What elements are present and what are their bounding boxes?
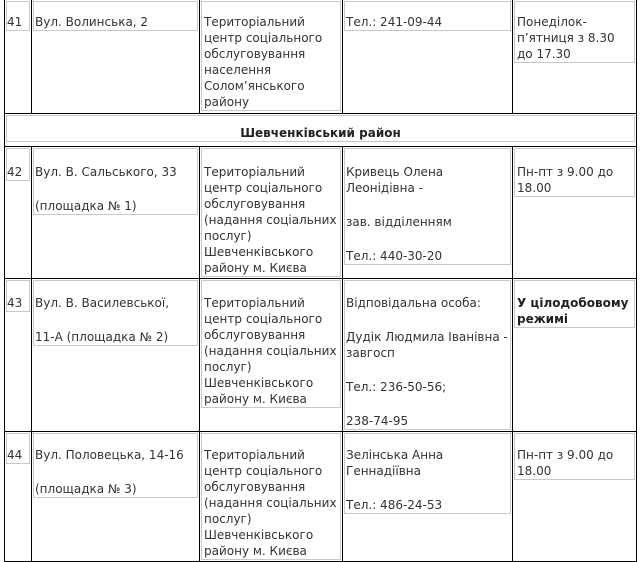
contact-phone: Тел.: 440-30-20 [346, 249, 443, 263]
working-hours: У цілодобовому режимі [517, 296, 629, 326]
row-number: 42 [7, 165, 23, 179]
table-row [5, 432, 637, 562]
contact-role: Відповідальна особа: [346, 296, 481, 310]
table-row [5, 0, 637, 114]
address: Вул. В. Сальського, 33 [35, 165, 177, 179]
contact-name: Зелінська Анна Геннадіївна [346, 448, 444, 478]
row-number: 44 [7, 448, 23, 462]
address-note: 11-А (площадка № 2) [35, 330, 169, 344]
working-hours: Пн-пт з 9.00 до 18.00 [517, 165, 614, 195]
address: Вул. Половецька, 14-16 [35, 448, 184, 462]
address-note: (площадка № 3) [35, 482, 137, 496]
organization: Територіальний центр соціального обслуговування (надання соціальних послуг) Шевченківського району м. Києва [204, 448, 337, 558]
contact-position: зав. відділенням [346, 215, 452, 229]
table-row [5, 147, 637, 279]
row-number: 43 [7, 296, 23, 310]
working-hours: Пн-пт з 9.00 до 18.00 [517, 448, 614, 478]
institutions-table [4, 0, 637, 562]
organization: Територіальний центр соціального обслуговування населення Солом’янського району [204, 15, 323, 109]
address: Вул. Волинська, 2 [35, 15, 149, 29]
organization: Територіальний центр соціального обслуговування (надання соціальних послуг) Шевченківського району м. Києва [204, 165, 337, 275]
section-title: Шевченківський район [240, 126, 401, 140]
working-hours: Понеділок- п’ятниця з 8.30 до 17.30 [517, 15, 615, 61]
address: Вул. В. Василевської, [35, 296, 170, 310]
contact-phone: Тел.: 236-50-56; [346, 380, 447, 394]
contact-name: Кривець Олена Леонідівна - [346, 165, 444, 195]
contact-phone: Тел.: 486-24-53 [346, 498, 443, 512]
organization: Територіальний центр соціального обслуговування (надання соціальних послуг) Шевченківського району м. Києва [204, 296, 337, 406]
table-row [5, 279, 637, 432]
contact-name: Дудік Людмила Іванівна - завгосп [346, 330, 508, 360]
section-row [5, 114, 637, 147]
contact-phone-2: 238-74-95 [346, 414, 409, 428]
row-number: 41 [7, 15, 23, 29]
address-note: (площадка № 1) [35, 199, 137, 213]
contact-line: Тел.: 241-09-44 [346, 15, 443, 29]
